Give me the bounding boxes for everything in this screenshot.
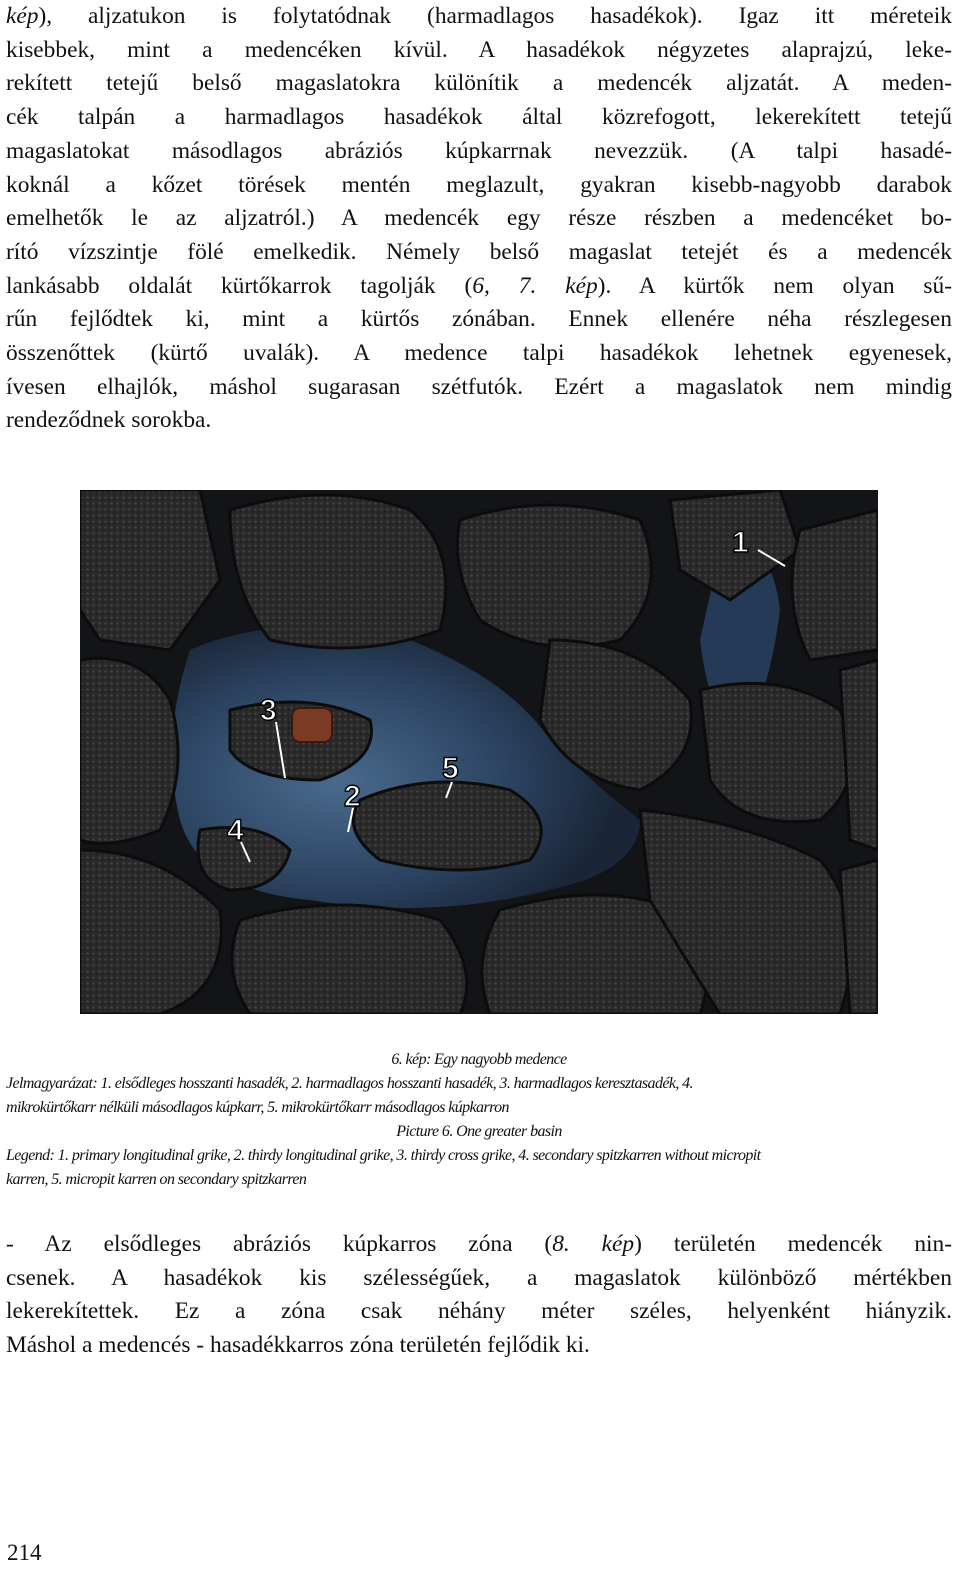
text-line: rendeződnek sorokba. [6, 407, 212, 434]
body-paragraph-top [6, 0, 952, 438]
photo-illustration [80, 490, 878, 1014]
text-line: Máshol a medencés - hasadékkarros zóna területén fejlődik ki. [6, 1332, 590, 1359]
label-2: 2 [344, 780, 361, 813]
text-line: magaslatokat másodlagos abráziós kúpkarrnak nevezzük. (A talpi hasadé- [6, 137, 952, 164]
caption-title-en: Picture 6. One greater basin [396, 1123, 562, 1140]
text-line: rűn fejlődtek ki, mint a kürtős zónában. Ennek ellenére néha részlegesen [6, 306, 952, 333]
text-line: rekített tetejű belső magaslatokra különítik a medencék aljzatát. A meden- [6, 70, 952, 97]
caption-legend-hu-cont: mikrokürtőkarr nélküli másodlagos kúpkarr, 5. mikrokürtőkarr másodlagos kúpkarron [6, 1099, 509, 1116]
text-line: ívesen elhajlók, máshol sugarasan szétfutók. Ezért a magaslatok nem mindig [6, 373, 952, 400]
caption-legend-en-cont: karren, 5. micropit karren on secondary spitzkarren [6, 1171, 307, 1188]
text-line: összenőttek (kürtő uvalák). A medence talpi hasadékok lehetnek egyenesek, [6, 340, 952, 367]
text-line: kisebbek, mint a medencéken kívül. A hasadékok négyzetes alaprajzú, leke- [6, 36, 952, 63]
page-number: 214 [7, 1540, 42, 1565]
label-3: 3 [260, 694, 277, 727]
text-line: lankásabb oldalát kürtőkarrok tagolják (6, 7. kép). A kürtők nem olyan sű- [6, 272, 952, 299]
label-4: 4 [227, 814, 244, 847]
text-line: koknál a kőzet törések mentén meglazult, gyakran kisebb-nagyobb darabok [6, 171, 952, 198]
label-5: 5 [442, 752, 459, 785]
text-line: rító vízszintje fölé emelkedik. Némely belső magaslat tetejét és a medencék [6, 238, 952, 265]
caption-legend-en: Legend: 1. primary longitudinal grike, 2. thirdy longitudinal grike, 3. thirdy cross grike, 4. secondary spitzkarren without micropit [6, 1147, 761, 1164]
text-line: csenek. A hasadékok kis szélességűek, a magaslatok különböző mértékben [6, 1264, 952, 1291]
basin-photograph [80, 490, 878, 1014]
caption-title-hu: 6. kép: Egy nagyobb medence [391, 1051, 567, 1068]
caption-legend-hu: Jelmagyarázat: 1. elsődleges hosszanti hasadék, 2. harmadlagos hosszanti hasadék, 3. harmadlagos keresztasadék, 4. [6, 1075, 693, 1092]
text-line: cék talpán a harmadlagos hasadékok által közrefogott, lekerekített tetejű [6, 104, 952, 131]
text-line: lekerekítettek. Ez a zóna csak néhány méter széles, helyenként hiányzik. [6, 1298, 952, 1325]
text-line: - Az elsődleges abráziós kúpkarros zóna (8. kép) területén medencék nin- [6, 1231, 953, 1257]
text-line: kép), aljzatukon is folytatódnak (harmadlagos hasadékok). Igaz itt méreteik [6, 3, 952, 29]
figure-caption [6, 1048, 952, 1192]
label-1: 1 [732, 526, 749, 559]
text-line: emelhetők le az aljzatról.) A medencék egy része részben a medencéket bo- [6, 205, 952, 232]
body-paragraph-bottom [6, 1228, 952, 1363]
